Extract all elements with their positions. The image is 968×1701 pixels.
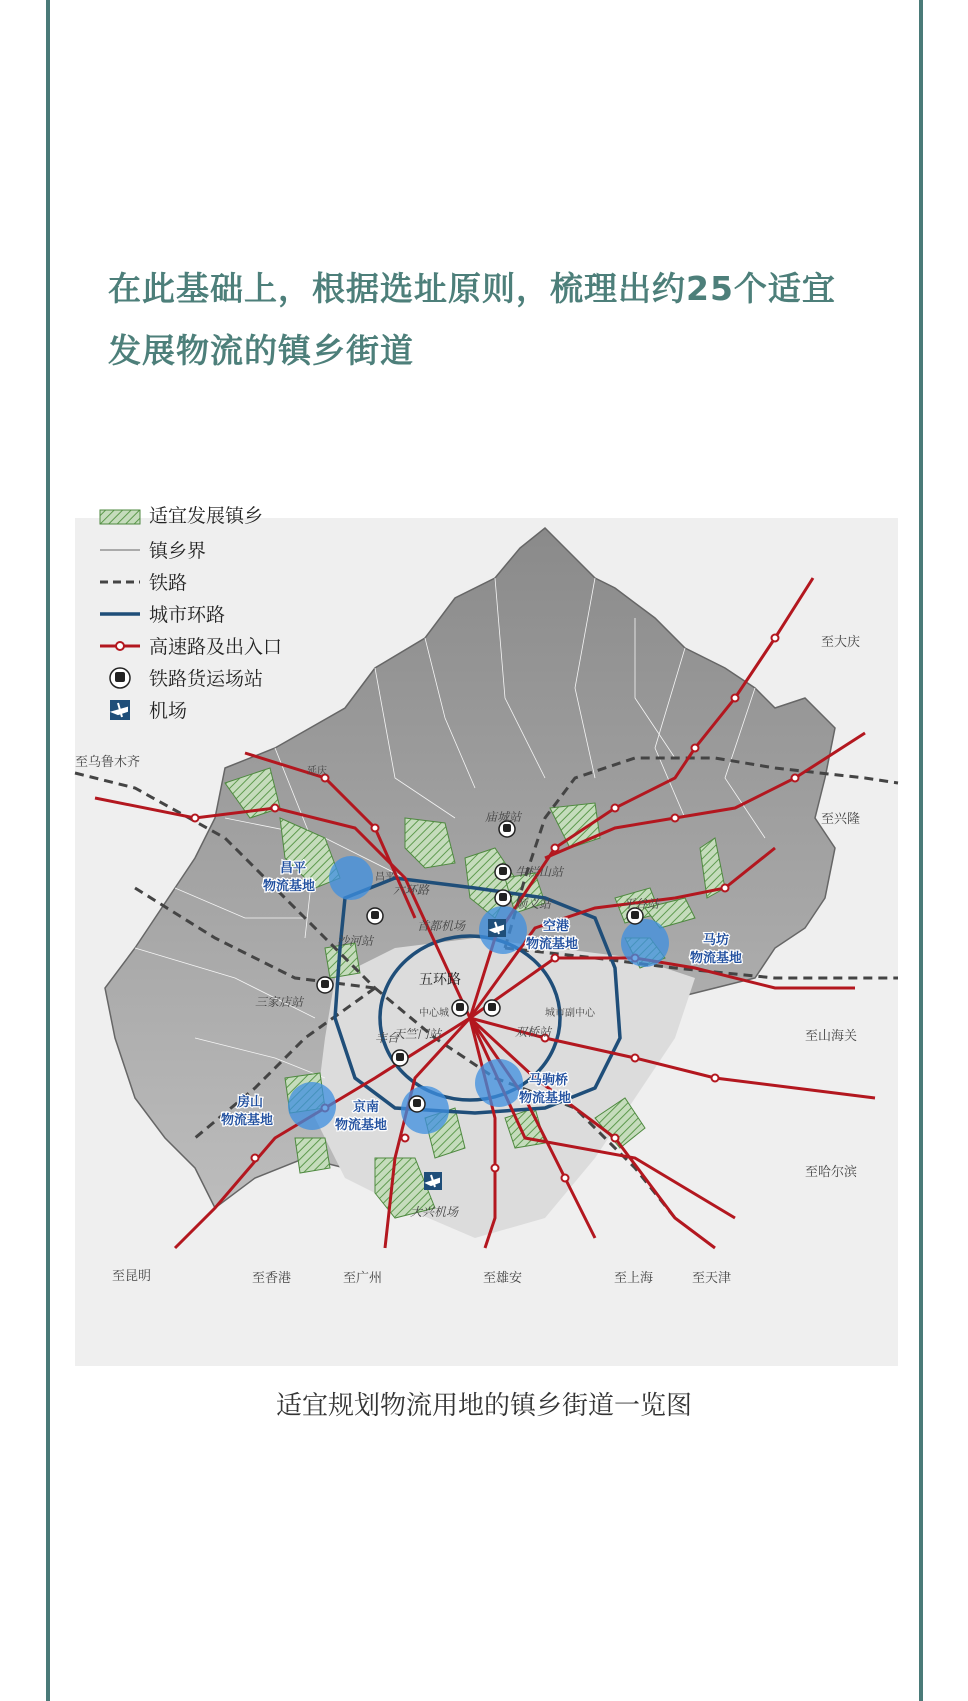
hatched-area-icon — [100, 510, 140, 524]
dest-harbin: 至哈尔滨 — [805, 1165, 858, 1180]
train-icon — [495, 890, 511, 906]
train-icon — [367, 908, 383, 924]
plane-icon — [488, 919, 506, 937]
label-miaocheng: 庙城站 — [485, 810, 522, 824]
heading-line-2: 发展物流的镇乡街道 — [108, 331, 414, 370]
label-mafang-base-sub: 物流基地 — [690, 951, 743, 966]
dest-xiongan: 至雄安 — [483, 1271, 523, 1286]
right-frame-border — [919, 0, 923, 1701]
label-sanjiadian: 三家店站 — [255, 995, 304, 1009]
plane-icon — [424, 1172, 442, 1190]
left-frame-border — [46, 0, 50, 1701]
dest-urumqi: 至乌鲁木齐 — [75, 755, 141, 770]
train-icon — [392, 1050, 408, 1066]
label-tianzhu: 天竺门站 — [393, 1027, 442, 1041]
legend-label: 适宜发展镇乡 — [149, 505, 264, 527]
map-figure — [75, 505, 898, 1366]
dest-xinglong: 至兴隆 — [821, 812, 861, 827]
legend-label: 高速路及出入口 — [149, 636, 283, 658]
plane-icon — [110, 700, 130, 720]
label-daxing-airport: 大兴机场 — [410, 1205, 459, 1219]
legend-label: 镇乡界 — [149, 540, 207, 562]
label-niulanshan: 牛栏山站 — [515, 865, 564, 879]
label-sixth-ring: 六环路 — [393, 883, 430, 897]
label-changping-base-sub: 物流基地 — [263, 879, 316, 894]
heading-line-1: 在此基础上，根据选址原则，梳理出约25个适宜 — [108, 269, 836, 308]
label-majuqiao-base-sub: 物流基地 — [519, 1091, 572, 1106]
label-fifth-ring: 五环路 — [419, 972, 461, 988]
dest-tianjin: 至天津 — [692, 1271, 732, 1286]
label-majuqiao-base: 马驹桥 — [529, 1073, 569, 1088]
dest-shanhaiguan: 至山海关 — [805, 1029, 858, 1044]
label-fangshan-base: 房山 — [237, 1095, 264, 1110]
label-konggang-base-sub: 物流基地 — [526, 937, 579, 952]
label-konggang-base: 空港 — [543, 919, 570, 934]
label-changping-base: 昌平 — [280, 861, 307, 876]
label-jingnan-base-sub: 物流基地 — [335, 1118, 388, 1133]
legend-label: 机场 — [149, 700, 188, 722]
label-fengtai: 丰台 — [375, 1031, 400, 1045]
label-shuangqiao: 双桥站 — [515, 1025, 552, 1039]
dest-shanghai: 至上海 — [614, 1271, 654, 1286]
train-icon — [495, 864, 511, 880]
page-heading — [108, 258, 868, 382]
label-mafang-base: 马坊 — [703, 933, 730, 948]
train-icon — [484, 1000, 500, 1016]
train-icon — [110, 668, 130, 688]
train-icon — [452, 1000, 468, 1016]
label-jingnan-base: 京南 — [353, 1100, 380, 1115]
label-yanqing: 延庆 — [307, 766, 327, 777]
dest-guangzhou: 至广州 — [343, 1271, 383, 1286]
dest-hongkong: 至香港 — [252, 1271, 292, 1286]
label-fangshan-base-sub: 物流基地 — [221, 1113, 274, 1128]
label-pinggu: 平谷站 — [623, 897, 660, 911]
figure-caption: 适宜规划物流用地的镇乡街道一览图 — [275, 1391, 692, 1421]
legend-item-suitable-town — [100, 505, 263, 527]
label-capital-airport: 首都机场 — [417, 919, 466, 933]
train-icon — [409, 1096, 425, 1112]
label-sub-center: 城市副中心 — [545, 1008, 595, 1019]
legend-label: 城市环路 — [149, 604, 226, 626]
legend-label: 铁路 — [149, 572, 188, 594]
label-shunyi: 顺义站 — [515, 897, 552, 911]
dest-kunming: 至昆明 — [112, 1269, 152, 1284]
label-shahe: 沙河站 — [337, 934, 374, 948]
legend-label: 铁路货运场站 — [149, 668, 264, 690]
label-central-city: 中心城 — [419, 1008, 449, 1019]
train-icon — [317, 977, 333, 993]
label-changping-town: 昌平 — [375, 872, 395, 883]
legend-item-airport — [110, 700, 187, 722]
dest-daqing: 至大庆 — [821, 635, 861, 650]
